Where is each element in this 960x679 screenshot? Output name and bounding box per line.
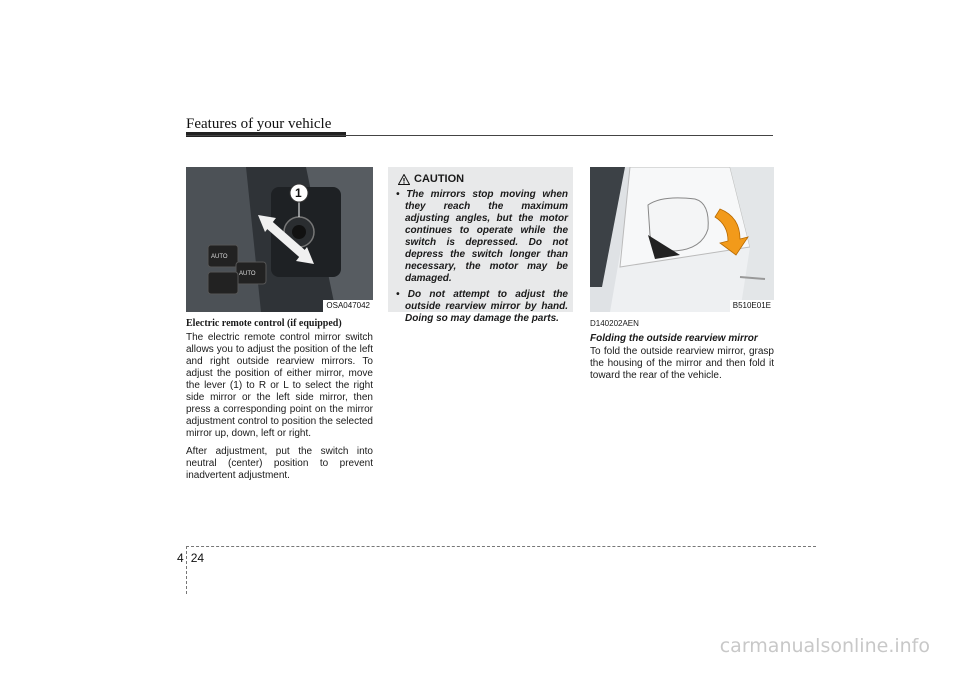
caution-item: • Do not attempt to adjust the outside rearview mirror by hand. Doing so may damage the parts. [396, 289, 568, 324]
figure-code: B510E01E [730, 300, 774, 312]
caution-box [388, 167, 573, 324]
section-subhead: Electric remote control (if equipped) [186, 318, 342, 329]
page-header-title: Features of your vehicle [186, 116, 332, 132]
watermark-text: carmanualsonline.info [719, 635, 930, 657]
page-number [177, 551, 211, 565]
caution-header [398, 173, 464, 185]
button-label-auto: AUTO [211, 254, 228, 260]
document-code: D140202AEN [590, 319, 639, 328]
page-number-value: 24 [190, 551, 205, 565]
button-label-auto: AUTO [239, 271, 256, 277]
body-paragraph: The electric remote control mirror switch allows you to adjust the position of the left and right outside rearview mirrors. To adjust the position of either mirror, move the lever (1) to R or L to select the right side mirror or the left side mirror, then press a corresponding point on the mirror adjustment control to position the selected mirror up, down, left or right. [186, 332, 373, 439]
folding-mirror-illustration [590, 167, 774, 312]
folding-mirror-section [590, 318, 774, 382]
caution-list [396, 189, 568, 329]
caution-item: • The mirrors stop moving when they reach the maximum adjusting angles, but the motor continues to operate while the switch is depressed. Do not depress the switch longer than necessary, the motor may be damaged. [396, 189, 568, 284]
caution-title: CAUTION [414, 173, 465, 185]
footer-rule [186, 546, 816, 547]
electric-remote-control-section [186, 318, 373, 488]
chapter-number: 4 [177, 551, 184, 565]
warning-triangle-icon [398, 174, 410, 185]
body-paragraph: After adjustment, put the switch into neutral (center) position to prevent inadvertent adjustment. [186, 446, 373, 481]
figure-code: OSA047042 [323, 300, 373, 312]
mirror-switch-illustration [186, 167, 373, 312]
mirror-switch-photo [186, 167, 373, 312]
callout-number: 1 [295, 186, 302, 200]
body-paragraph: To fold the outside rearview mirror, grasp the housing of the mirror and then fold it toward the rear of the vehicle. [590, 346, 774, 381]
folding-mirror-photo [590, 167, 774, 312]
section-subhead: Folding the outside rearview mirror [590, 333, 758, 344]
header-rule [186, 135, 773, 136]
